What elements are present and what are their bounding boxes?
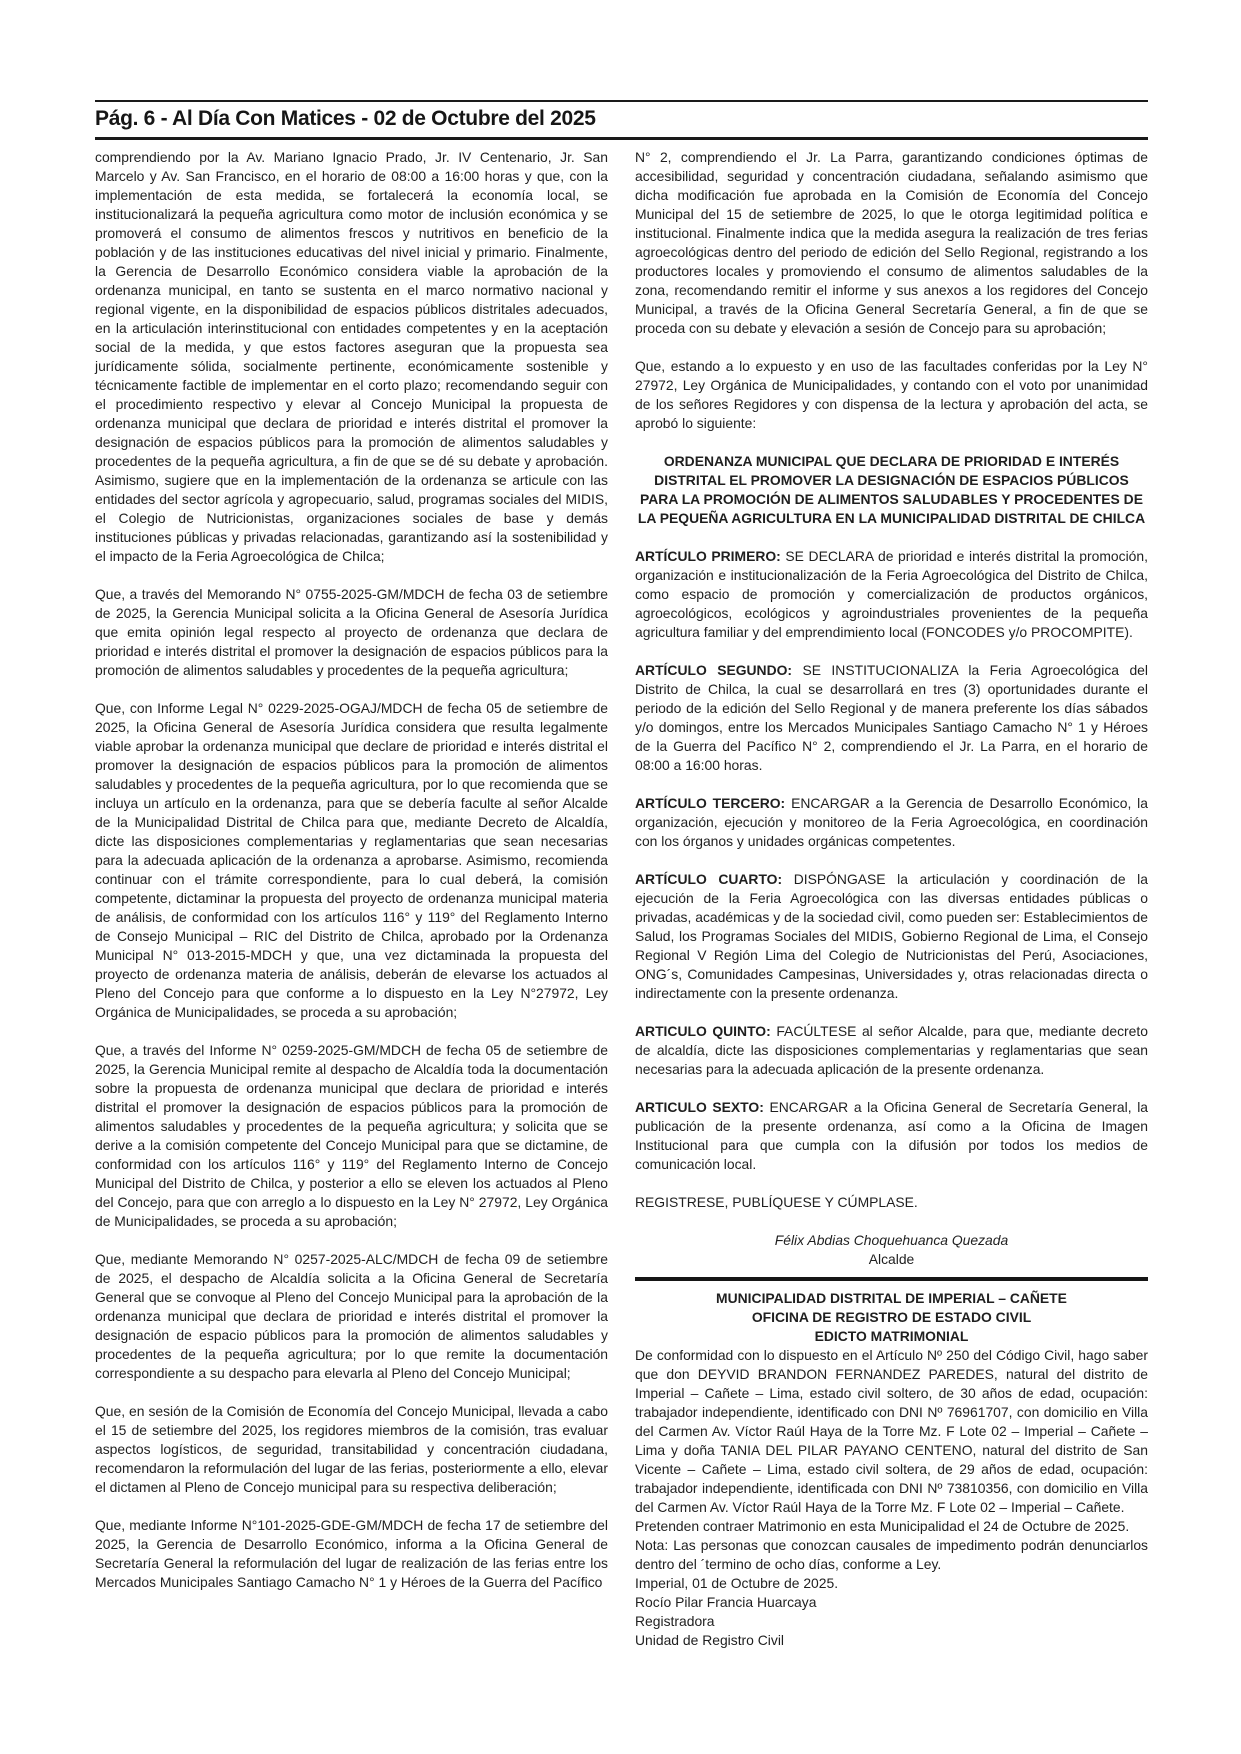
article-text: ENCARGAR a la Oficina General de Secretaría General, la publicación de la presente ordenanza, así como a la Oficina de Imagen Institucional para que cumpla con la difusión por todos los medios de comunicación local. — [635, 1099, 1148, 1172]
article-label: ARTÍCULO SEGUNDO: — [635, 662, 793, 678]
edict-line: Rocío Pilar Francia Huarcaya — [635, 1594, 817, 1610]
paragraph: comprendiendo por la Av. Mariano Ignacio Prado, Jr. IV Centenario, Jr. San Marcelo y Av. San Francisco, en el horario de 08:00 a 16:00 horas y que, con la implementación de esta medida, se fortalecerá la economía local, se institucionalizará la pequeña agricultura como motor de inclusión económica y se promoverá el consumo de alimentos frescos y nutritivos en beneficio de la población y de las instituciones educativas del nivel inicial y primario. Finalmente, la Gerencia de Desarrollo Económico considera viable la aprobación de la ordenanza municipal, en tanto se sustenta en el marco normativo nacional y regional vigente, en la disponibilidad de espacios públicos distritales adecuados, en la articulación interinstitucional con entidades competentes y en la aceptación social de la medida, y que estos factores aseguran que la propuesta sea jurídicamente sólida, socialmente pertinente, económicamente sostenible y técnicamente factible de implementar en el corto plazo; recomendando seguir con el procedimiento respectivo y elevar al Concejo Municipal la propuesta de ordenanza municipal que declara de prioridad e interés distrital el promover la designación de espacios públicos para la promoción de alimentos saludables y procedentes de la pequeña agricultura, a fin de que se dé su debate y aprobación. Asimismo, sugiere que en la implementación de la ordenanza se articule con las entidades del sector agrícola y agropecuario, salud, programas sociales del MIDIS, el Colegio de Nutricionistas, organizaciones sociales de base y demás instituciones públicas y privadas relacionadas, garantizando así la sostenibilidad y el impacto de la Feria Agroecológica de Chilca; — [95, 149, 608, 564]
right-column — [635, 148, 1148, 1650]
section-divider — [635, 1277, 1148, 1281]
edict-body: De conformidad con lo dispuesto en el Artículo Nº 250 del Código Civil, hago saber que don DEYVID BRANDON FERNANDEZ PAREDES, natural del distrito de Imperial – Cañete – Lima, estado civil soltero, de 30 años de edad, ocupación: trabajador independiente, identificado con DNI Nº 76961707, con domicilio en Villa del Carmen Av. Víctor Raúl Haya de la Torre Mz. F Lote 02 – Imperial – Cañete – Lima y doña TANIA DEL PILAR PAYANO CENTENO, natural del distrito de San Vicente – Cañete – Lima, estado civil soltera, de 29 años de edad, ocupación: trabajador independiente, identificada con DNI Nº 73810356, con domicilio en Villa del Carmen Av. Víctor Raúl Haya de la Torre Mz. F Lote 02 – Imperial – Cañete. — [635, 1347, 1148, 1515]
article-text: SE DECLARA de prioridad e interés distrital la promoción, organización e institucionalización de la Feria Agroecológica del Distrito de Chilca, como espacio de promoción y comercialización de productos orgánicos, agroecológicos, ecológicos y agroindustriales provenientes de la pequeña agricultura familiar y del emprendimiento local (FONCODES y/o PROCOMPITE). — [635, 548, 1148, 640]
article-text: ENCARGAR a la Gerencia de Desarrollo Económico, la organización, ejecución y monitoreo de la Feria Agroecológica, en coordinación con los órganos y unidades orgánicas competentes. — [635, 795, 1148, 849]
article-label: ARTICULO SEXTO: — [635, 1099, 764, 1115]
article-label: ARTICULO QUINTO: — [635, 1023, 771, 1039]
article-paragraph — [635, 870, 1148, 1003]
edict-heading-line: EDICTO MATRIMONIAL — [814, 1328, 969, 1344]
edict-line: Pretenden contraer Matrimonio en esta Municipalidad el 24 de Octubre de 2025. — [635, 1518, 1130, 1534]
article-paragraph — [635, 1098, 1148, 1174]
two-column-layout — [95, 148, 1148, 1650]
page-title: Pág. 6 - Al Día Con Matices - 02 de Octubre del 2025 — [95, 107, 596, 130]
article-paragraph — [635, 547, 1148, 642]
article-paragraph — [635, 1022, 1148, 1079]
signature-name: Félix Abdias Choquehuanca Quezada — [774, 1232, 1009, 1248]
edict-line: Unidad de Registro Civil — [635, 1632, 785, 1648]
left-column — [95, 148, 608, 1650]
article-paragraph — [635, 661, 1148, 775]
paragraph: Que, en sesión de la Comisión de Economía del Concejo Municipal, llevada a cabo el 15 de setiembre del 2025, los regidores miembros de la comisión, tras evaluar aspectos logísticos, de seguridad, transitabilidad y concentración ciudadana, recomendaron la reformulación del lugar de las ferias, posteriormente a ello, elevar el dictamen al Pleno de Concejo municipal para su respectiva deliberación; — [95, 1403, 608, 1495]
article-text: SE INSTITUCIONALIZA la Feria Agroecológica del Distrito de Chilca, la cual se desarrollará en tres (3) oportunidades durante el periodo de la edición del Sello Regional y de manera preferente los días sábados y/o domingos, entre los Mercados Municipales Santiago Camacho N° 1 y Héroes de la Guerra del Pacífico N° 2, comprendiendo el Jr. La Parra, en el horario de 08:00 a 16:00 horas. — [635, 662, 1148, 773]
paragraph: Que, estando a lo expuesto y en uso de las facultades conferidas por la Ley N° 27972, Ley Orgánica de Municipalidades, y contando con el voto por unanimidad de los señores Regidores y con dispensa de la lectura y aprobación del acta, se aprobó lo siguiente: — [635, 358, 1148, 431]
edict-heading-line: MUNICIPALIDAD DISTRITAL DE IMPERIAL – CAÑETE — [716, 1290, 1067, 1306]
closing-line: REGISTRESE, PUBLÍQUESE Y CÚMPLASE. — [635, 1194, 918, 1210]
article-text: FACÚLTESE al señor Alcalde, para que, mediante decreto de alcaldía, dicte las disposiciones complementarias y reglamentarias que sean necesarias para la adecuada aplicación de la presente ordenanza. — [635, 1023, 1148, 1077]
edict-line: Registradora — [635, 1613, 715, 1629]
paragraph: Que, mediante Memorando N° 0257-2025-ALC/MDCH de fecha 09 de setiembre de 2025, el despacho de Alcaldía solicita a la Oficina General de Secretaría General que se convoque al Pleno del Concejo Municipal para la aprobación de la ordenanza municipal que declara de prioridad e interés distrital el promover la designación de espacio públicos para la promoción de alimentos saludables y procedentes de la pequeña agricultura; por lo que remite la documentación correspondiente a su despacho para elevarla al Pleno del Concejo Municipal; — [95, 1251, 608, 1381]
edict-line: Imperial, 01 de Octubre de 2025. — [635, 1575, 839, 1591]
article-text: DISPÓNGASE la articulación y coordinación de la ejecución de la Feria Agroecológica con las diversas entidades públicas o privadas, académicas y de la sociedad civil, como pueden ser: Establecimientos de Salud, los Programas Sociales del MIDIS, Gobierno Regional de Lima, el Consejo Regional V Región Lima del Colegio de Nutricionistas del Perú, Asociaciones, ONG´s, Comunidades Campesinas, Universidades y, otras relacionadas directa o indirectamente con la presente ordenanza. — [635, 871, 1148, 1001]
ordinance-title: ORDENANZA MUNICIPAL QUE DECLARA DE PRIORIDAD E INTERÉS DISTRITAL EL PROMOVER LA DESIGNACIÓN DE ESPACIOS PÚBLICOS PARA LA PROMOCIÓN DE ALIMENTOS SALUDABLES Y PROCEDENTES DE LA PEQUEÑA AGRICULTURA EN LA MUNICIPALIDAD DISTRITAL DE CHILCA — [637, 453, 1146, 526]
paragraph: Que, a través del Memorando N° 0755-2025-GM/MDCH de fecha 03 de setiembre de 2025, la Gerencia Municipal solicita a la Oficina General de Asesoría Jurídica que emita opinión legal respecto al proyecto de ordenanza que declara de prioridad e interés distrital el promover la designación de espacios públicos para la promoción de alimentos saludables y procedentes de la pequeña agricultura; — [95, 586, 608, 678]
signature-role: Alcalde — [868, 1251, 915, 1267]
paragraph: N° 2, comprendiendo el Jr. La Parra, garantizando condiciones óptimas de accesibilidad, seguridad y concentración ciudadana, señalando asimismo que dicha modificación fue aprobada en la Comisión de Economía del Concejo Municipal del 15 de setiembre de 2025, lo que le otorga legitimidad política e institucional. Finalmente indica que la medida asegura la realización de tres ferias agroecológicas dentro del periodo de edición del Sello Regional, registrando a los productores locales y promoviendo el consumo de alimentos saludables de la zona, recomendando remitir el informe y sus anexos a los regidores del Concejo Municipal, a través de la Oficina General Secretaría General, a fin de que se proceda con su debate y elevación a sesión de Concejo para su aprobación; — [635, 149, 1148, 336]
edict-heading-line: OFICINA DE REGISTRO DE ESTADO CIVIL — [751, 1309, 1032, 1325]
edict-line: Nota: Las personas que conozcan causales de impedimento podrán denunciarlos dentro del ´termino de ocho días, conforme a Ley. — [635, 1537, 1148, 1572]
article-label: ARTÍCULO PRIMERO: — [635, 548, 781, 564]
page-header — [95, 100, 1148, 140]
paragraph: Que, a través del Informe N° 0259-2025-GM/MDCH de fecha 05 de setiembre de 2025, la Gerencia Municipal remite al despacho de Alcaldía toda la documentación sobre la propuesta de ordenanza municipal que declara de prioridad e interés distrital el promover la designación de espacios públicos para la promoción de alimentos saludables y procedentes de la pequeña agricultura; y solicita que se derive a la comisión competente del Concejo Municipal para que se dictamine, de conformidad con los artículos 116° y 119° del Reglamento Interno de Concejo Municipal del Distrito de Chilca, y posterior a ello se eleven los actuados al Pleno del Concejo, para que con arreglo a lo dispuesto en la Ley N° 27972, Ley Orgánica de Municipalidades, se proceda a su aprobación; — [95, 1042, 608, 1229]
article-label: ARTÍCULO CUARTO: — [635, 871, 783, 887]
paragraph: Que, mediante Informe N°101-2025-GDE-GM/MDCH de fecha 17 de setiembre del 2025, la Gerencia de Desarrollo Económico, informa a la Oficina General de Secretaría General la reformulación del lugar de realización de las ferias entre los Mercados Municipales Santiago Camacho N° 1 y Héroes de la Guerra del Pacífico — [95, 1517, 608, 1590]
page-content — [95, 100, 1148, 1650]
article-paragraph — [635, 794, 1148, 851]
paragraph: Que, con Informe Legal N° 0229-2025-OGAJ/MDCH de fecha 05 de setiembre de 2025, la Oficina General de Asesoría Jurídica considera que resulta legalmente viable aprobar la ordenanza municipal que declare de prioridad e interés distrital el promover la designación de espacios públicos para la promoción de alimentos saludables y procedentes de la pequeña agricultura, por lo que recomienda que se incluya un artículo en la ordenanza, para que se debería faculte al señor Alcalde de la Municipalidad Distrital de Chilca para que, mediante Decreto de Alcaldía, dicte las disposiciones complementarias y reglamentarias que sean necesarias para la adecuada aplicación de la ordenanza a aprobarse. Asimismo, recomienda continuar con el trámite correspondiente, para lo cual deberá, la comisión competente, dictaminar la propuesta del proyecto de ordenanza municipal materia de análisis, de conformidad con los artículos 116° y 119° del Reglamento Interno de Consejo Municipal – RIC del Distrito de Chilca, aprobado por la Ordenanza Municipal N° 013-2015-MDCH y que, una vez dictaminada la propuesta del proyecto de ordenanza materia de análisis, deberán de elevarse los actuados al Pleno del Concejo para que conforme a lo dispuesto en la Ley N°27972, Ley Orgánica de Municipalidades, se proceda a su aprobación; — [95, 700, 608, 1020]
article-label: ARTÍCULO TERCERO: — [635, 795, 786, 811]
